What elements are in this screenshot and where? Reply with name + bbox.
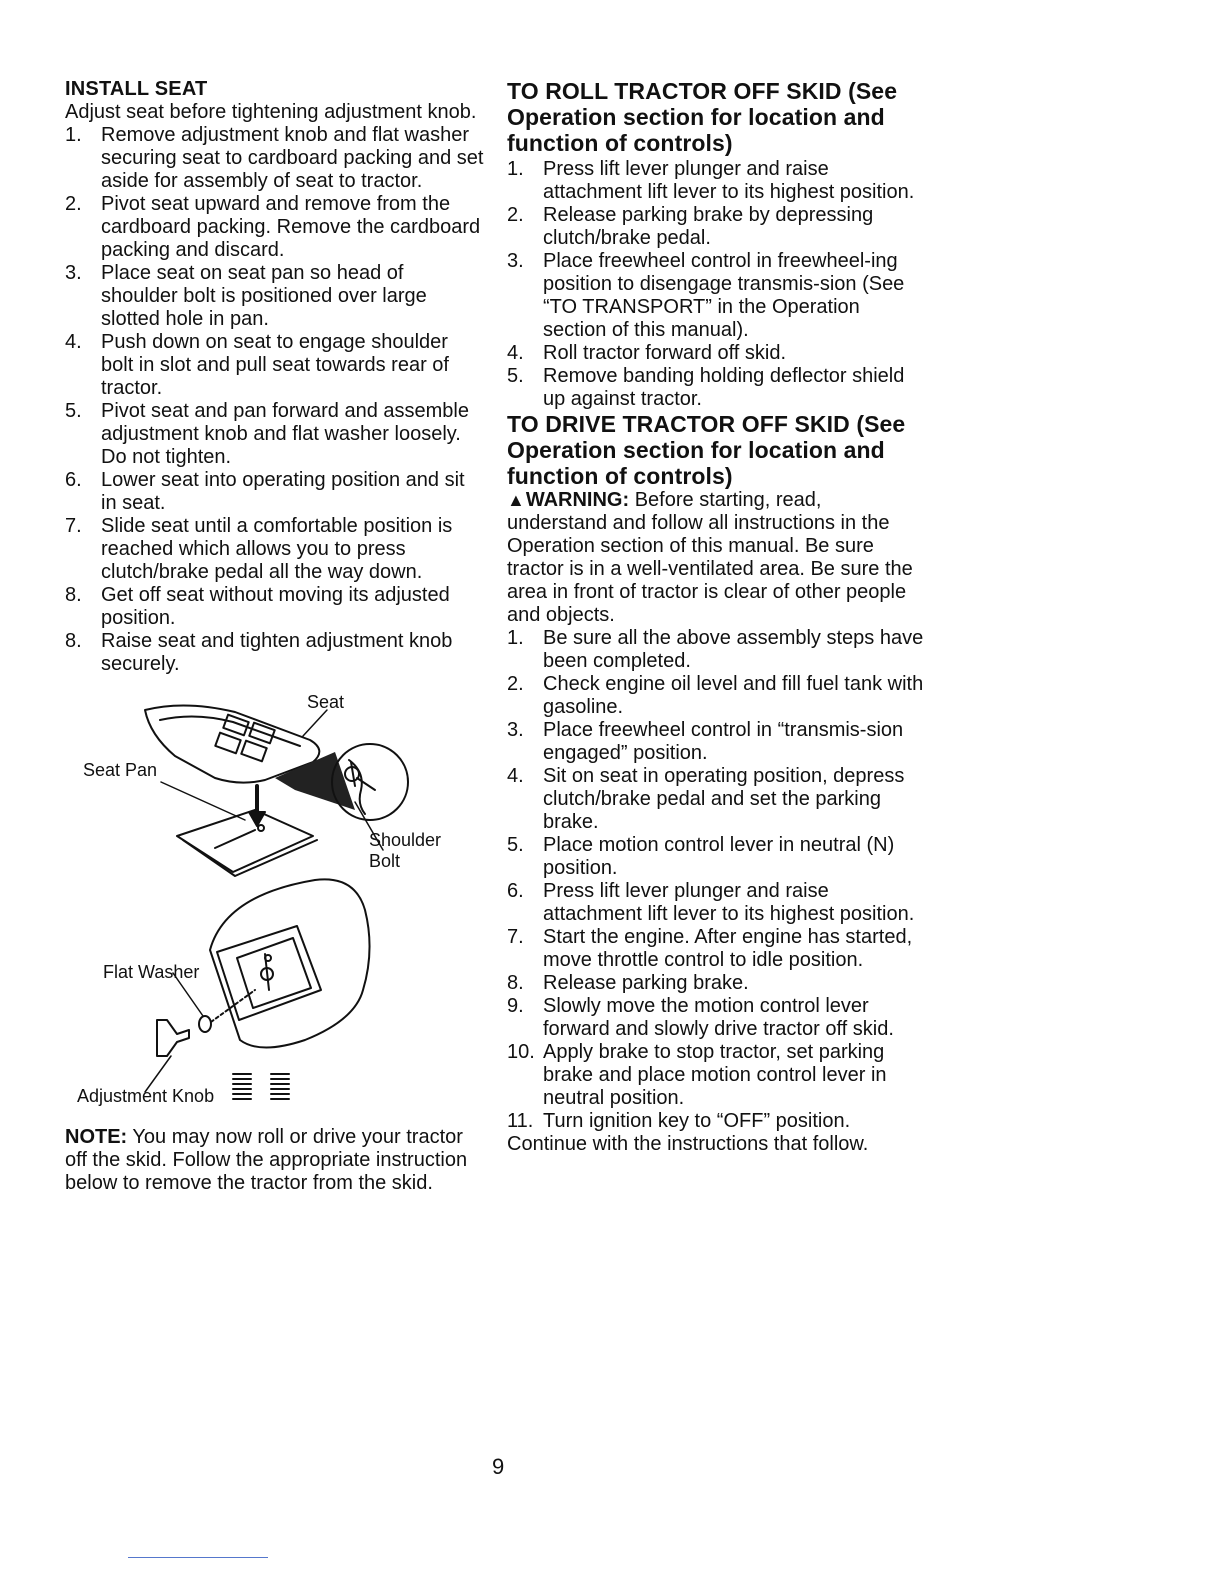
list-item: 4. Sit on seat in operating position, depress clutch/brake pedal and set the parking brake. [507,765,905,833]
warning-triangle-icon: ▲ [507,490,525,510]
right-column [507,78,927,1156]
install-seat-heading: INSTALL SEAT [65,78,208,100]
warning-label: WARNING: [525,489,630,511]
list-item: 3. Place freewheel control in freewheel-ing position to disengage transmis-sion (See “TO TRANSPORT” in the Operation section of this manual). [507,250,905,341]
list-item: 8. Get off seat without moving its adjusted position. [65,584,450,629]
list-item: 7. Slide seat until a comfortable position is reached which allows you to press clutch/brake pedal all the way down. [65,515,453,583]
drive-off-heading: TO DRIVE TRACTOR OFF SKID (See Operation section for location and function of controls) [507,411,906,489]
closing-text: Continue with the instructions that follow. [507,1133,869,1155]
list-item: 8. Raise seat and tighten adjustment knob securely. [65,630,453,675]
seat-pan-label: Seat Pan [83,760,158,780]
list-item: 1. Remove adjustment knob and flat washer securing seat to cardboard packing and set aside for assembly of seat to tractor. [65,124,484,192]
seat-assembly-illustration [65,690,485,1120]
list-item: 9. Slowly move the motion control lever forward and slowly drive tractor off skid. [507,995,894,1040]
list-item: 2. Release parking brake by depressing clutch/brake pedal. [507,204,874,249]
list-item: 3. Place freewheel control in “transmis-sion engaged” position. [507,719,904,764]
list-item: 4. Roll tractor forward off skid. [507,342,787,364]
page-number: 9 [492,1454,505,1479]
note-text: You may now roll or drive your tractor off the skid. Follow the appropriate instruction below to remove the tractor from the skid. [65,1126,468,1194]
list-item: 2. Pivot seat upward and remove from the cardboard packing. Remove the cardboard packing and discard. [65,193,481,261]
list-item: 8. Release parking brake. [507,972,749,994]
install-seat-steps [65,124,485,676]
seat-assembly-figure [65,690,485,1120]
shoulder-bolt-label-line2: Bolt [369,851,401,871]
list-item: 3. Place seat on seat pan so head of shoulder bolt is positioned over large slotted hole in pan. [65,262,427,330]
list-item: 1. Be sure all the above assembly steps have been completed. [507,627,924,672]
list-item: 10. Apply brake to stop tractor, set parking brake and place motion control lever in neutral position. [507,1041,887,1109]
flat-washer-label: Flat Washer [103,962,200,982]
left-column [65,78,485,1195]
list-item: 4. Push down on seat to engage shoulder bolt in slot and pull seat towards rear of tractor. [65,331,449,399]
note-paragraph [65,1126,485,1195]
list-item: 6. Lower seat into operating position and sit in seat. [65,469,465,514]
list-item: 11. Turn ignition key to “OFF” position. [507,1110,851,1132]
roll-off-heading: TO ROLL TRACTOR OFF SKID (See Operation section for location and function of controls) [507,78,898,156]
roll-off-steps [507,158,927,411]
drive-off-steps [507,627,927,1133]
list-item: 2. Check engine oil level and fill fuel tank with gasoline. [507,673,924,718]
adjustment-knob-label: Adjustment Knob [77,1086,215,1106]
list-item: 7. Start the engine. After engine has started, move throttle control to idle position. [507,926,913,971]
list-item: 5. Place motion control lever in neutral (N) position. [507,834,895,879]
warning-text: Before starting, read, understand and follow all instructions in the Operation section of this manual. Be sure tractor is in a well-ventilated area. Be sure the area in front of tractor is clear of other people and objects. [507,489,913,626]
shoulder-bolt-label-line1: Shoulder [369,830,442,850]
list-item: 5. Pivot seat and pan forward and assemble adjustment knob and flat washer loosely. Do not tighten. [65,400,469,468]
install-seat-intro: Adjust seat before tightening adjustment knob. [65,101,477,123]
list-item: 5. Remove banding holding deflector shield up against tractor. [507,365,905,410]
note-label: NOTE: [65,1126,128,1148]
list-item: 1. Press lift lever plunger and raise attachment lift lever to its highest position. [507,158,915,203]
list-item: 6. Press lift lever plunger and raise attachment lift lever to its highest position. [507,880,915,925]
warning-paragraph [507,489,927,627]
footer-divider [128,1557,268,1558]
seat-label: Seat [307,692,345,712]
